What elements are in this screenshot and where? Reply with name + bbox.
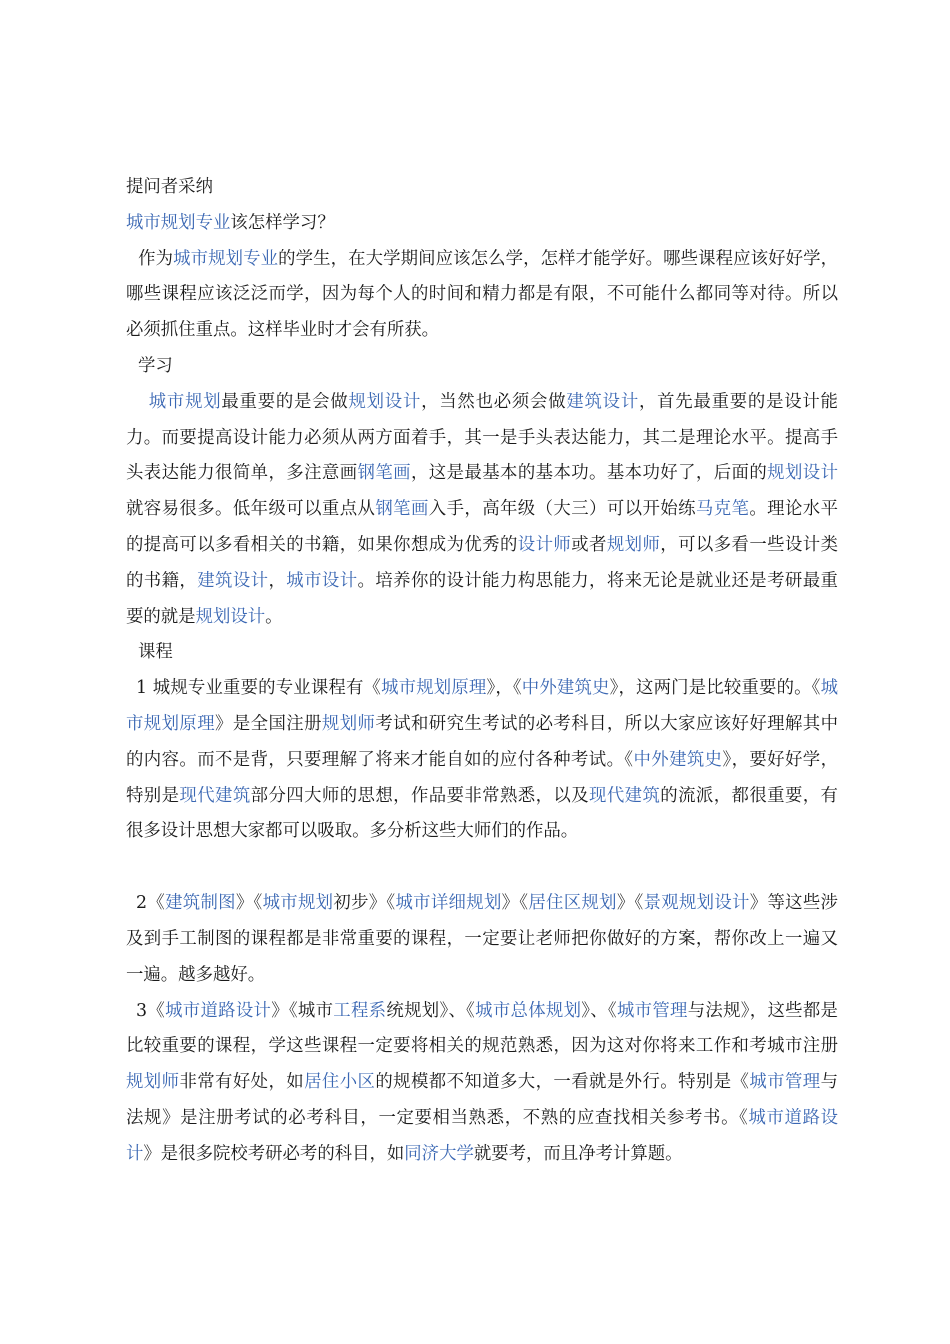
course-text: 与法规》，这些都是比较重要的课程，学这些课程一定要将相关的规范熟悉，因为这对你将来工作和考城市注册 — [126, 1000, 838, 1057]
course-text: 部分四大师的思想，作品要非常熟悉，以及 — [250, 785, 590, 806]
study-link[interactable]: 钢笔画 — [357, 463, 411, 484]
course-link[interactable]: 城市详细规划 — [395, 893, 502, 914]
course-text: 》是很多院校考研必考的科目，如 — [143, 1143, 405, 1164]
section-heading-courses — [126, 635, 838, 671]
course-text: 就要考，而且净考计算题。 — [473, 1143, 683, 1164]
course-text: 》是全国注册 — [215, 713, 322, 734]
course-link[interactable]: 城市管理 — [749, 1072, 821, 1093]
course-link[interactable]: 城市总体规划 — [475, 1000, 582, 1021]
study-link[interactable]: 城市设计 — [286, 570, 358, 591]
course-link[interactable]: 规划师 — [126, 1072, 180, 1093]
course-text: 》，要好好学，特别是 — [126, 749, 838, 806]
study-link[interactable]: 建筑设计 — [566, 391, 639, 412]
intro-text: 作为 — [138, 248, 174, 269]
study-link[interactable]: 钢笔画 — [375, 499, 429, 520]
title-text: 该怎样学习？ — [230, 212, 335, 233]
course-text: 初步》《 — [333, 893, 396, 914]
course-link[interactable]: 同济大学 — [404, 1143, 474, 1164]
study-text: 就容易很多。低年级可以重点从 — [126, 499, 376, 520]
intro-link[interactable]: 城市规划专业 — [173, 248, 279, 269]
course-paragraph-2 — [126, 886, 838, 993]
study-link[interactable]: 规划师 — [606, 534, 661, 555]
course-link[interactable]: 城市规划原理 — [381, 678, 487, 699]
course-link[interactable]: 中外建筑史 — [521, 678, 610, 699]
course-text: 》《 — [616, 893, 644, 914]
course-link[interactable]: 建筑制图 — [165, 893, 236, 914]
course-text: 2《 — [136, 893, 166, 914]
study-text: ， — [268, 570, 287, 591]
intro-paragraph — [126, 242, 838, 349]
course-text: 3《 — [136, 1000, 166, 1021]
course-link[interactable]: 工程系 — [333, 1000, 387, 1021]
section-heading-text: 课程 — [138, 642, 173, 663]
course-text: 考试和研究生考试的必考科目，所以大家应该好好理解其中的内容。而不是背，只要理解了将来才能自如的应付各种考试。《 — [126, 713, 838, 770]
title-link[interactable]: 城市规划专业 — [126, 212, 231, 233]
study-link[interactable]: 规划设计 — [348, 391, 422, 412]
study-link[interactable]: 马克笔 — [695, 499, 750, 520]
course-text: 统规划》、《 — [386, 1000, 476, 1021]
study-text: 。 — [265, 606, 283, 627]
course-link[interactable]: 居住小区 — [304, 1072, 376, 1093]
accepted-answer-label — [126, 170, 838, 206]
course-text: 1 城规专业重要的专业课程有《 — [136, 678, 382, 699]
course-text: 的流派，都很重要，有很多设计思想大家都可以吸取。多分析这些大师们的作品。 — [126, 785, 838, 842]
course-link[interactable]: 现代建筑 — [589, 785, 661, 806]
question-title — [126, 206, 838, 242]
course-text: 非常有好处，如 — [179, 1072, 305, 1093]
study-link[interactable]: 规划设计 — [195, 606, 266, 627]
course-paragraph-1 — [126, 671, 838, 850]
course-link[interactable]: 城市规划原理 — [126, 678, 838, 734]
course-text: 》等这些涉及到手工制图的课程都是非常重要的课程，一定要让老师把你做好的方案，帮你改上一遍又一遍。越多越好。 — [126, 893, 838, 985]
study-link[interactable]: 设计师 — [517, 534, 572, 555]
course-text: 》《 — [235, 893, 263, 914]
course-link[interactable]: 城市道路设计 — [165, 1000, 272, 1021]
study-text: 。理论水平的提高可以多看相关的书籍，如果你想成为优秀的 — [126, 499, 838, 555]
course-paragraph-3 — [126, 994, 838, 1173]
course-text: 》，《 — [486, 678, 522, 699]
paragraph-spacer — [126, 850, 838, 886]
course-link[interactable]: 城市道路设计 — [126, 1107, 838, 1164]
course-text: 》、《 — [581, 1000, 617, 1021]
study-link[interactable]: 规划设计 — [767, 463, 838, 484]
course-link[interactable]: 规划师 — [321, 713, 376, 734]
study-text: ，可以多看一些设计类的书籍， — [126, 534, 838, 591]
study-text: ，当然也必须会做 — [421, 391, 567, 412]
section-heading-text: 学习 — [138, 355, 173, 376]
course-text: 》《城市 — [271, 1000, 334, 1021]
study-paragraph — [126, 385, 838, 636]
course-link[interactable]: 城市管理 — [616, 1000, 688, 1021]
study-text: 。培养你的设计能力构思能力，将来无论是就业还是考研最重要的就是 — [126, 570, 838, 627]
study-text: 入手，高年级（大三）可以开始练 — [428, 499, 696, 520]
accepted-label-text: 提问者采纳 — [126, 177, 213, 197]
course-text: 》，这两门是比较重要的。《 — [609, 678, 821, 699]
course-link[interactable]: 居住区规划 — [528, 893, 617, 914]
document-body — [126, 170, 838, 1173]
course-text: 与法规》是注册考试的必考科目，一定要相当熟悉，不熟的应查找相关参考书。《 — [126, 1072, 838, 1128]
section-heading-study — [126, 349, 838, 385]
study-text: ，首先最重要的是设计能力。而要提高设计能力必须从两方面着手，其一是手头表达能力，其二是理论水平。提高手头表达能力很简单，多注意画 — [126, 391, 838, 484]
study-link[interactable]: 建筑设计 — [197, 570, 269, 591]
study-text: 最重要的是会做 — [221, 391, 349, 412]
study-text: ，这是最基本的基本功。基本功好了，后面的 — [410, 463, 768, 484]
course-text: 》《 — [501, 893, 529, 914]
course-link[interactable]: 城市规划 — [262, 893, 334, 914]
course-link[interactable]: 景观规划设计 — [643, 893, 750, 914]
intro-text: 的学生，在大学期间应该怎么学，怎样才能学好。哪些课程应该好好学，哪些课程应该泛泛而学，因为每个人的时间和精力都是有限，不可能什么都同等对待。所以必须抓住重点。这样毕业时才会有所获。 — [126, 248, 838, 341]
course-link[interactable]: 中外建筑史 — [633, 749, 723, 770]
course-text: 的规模都不知道多大，一看就是外行。特别是《 — [375, 1072, 750, 1093]
study-text: 或者 — [571, 534, 607, 555]
study-link[interactable]: 城市规划 — [148, 391, 222, 412]
course-link[interactable]: 现代建筑 — [179, 785, 251, 806]
